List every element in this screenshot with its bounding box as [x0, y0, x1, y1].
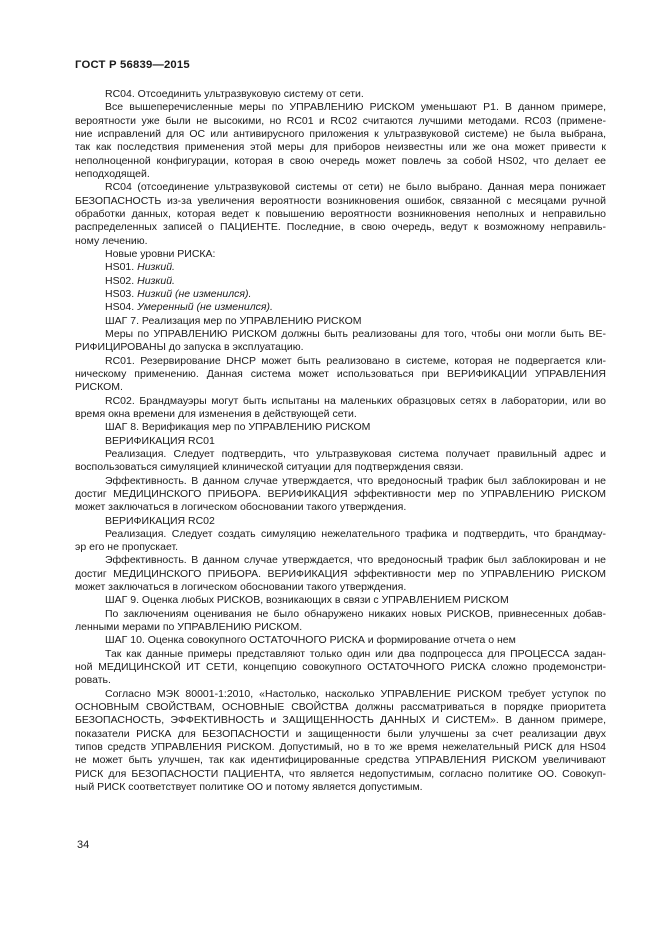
text-segment: распределенных записей о ПАЦИЕНТЕ. Последние, в свою очередь, ведут к возможному неправиль-: [75, 221, 606, 234]
text-line: [75, 461, 606, 474]
text-segment: Реализация. Следует подтвердить, что ультразвуковая система получает правильный адрес и: [105, 447, 606, 460]
text-segment: РИСК для БЕЗОПАСНОСТИ ПАЦИЕНТА, что является недопустимым, согласно политике ОО. Совокуп-: [75, 767, 606, 780]
text-segment: может заключаться в логическом обосновании такого утверждения.: [75, 501, 407, 514]
text-segment: Меры по УПРАВЛЕНИЮ РИСКОМ должны быть реализованы для того, чтобы они могли быть ВЕ-: [105, 327, 606, 340]
text-segment: RC02. Брандмауэры могут быть испытаны на маленьких образцовых сетях в лаборатории, или во: [105, 394, 606, 407]
standard-number-header: ГОСТ Р 56839—2015: [75, 59, 190, 71]
text-segment: неподходящей.: [75, 167, 150, 180]
risk-level-italic-text: Низкий.: [137, 274, 175, 287]
risk-level-italic-text: Низкий.: [137, 261, 175, 274]
text-line: [75, 368, 606, 381]
text-segment: Согласно МЭК 80001-1:2010, «Настолько, насколько УПРАВЛЕНИЕ РИСКОМ требует уступок по: [105, 687, 606, 700]
text-line: [75, 208, 606, 221]
text-line: [75, 421, 606, 434]
text-line: [75, 261, 606, 274]
text-line: [75, 568, 606, 581]
text-line: [75, 754, 606, 767]
text-segment: HS02.: [105, 274, 138, 287]
text-line: [75, 475, 606, 488]
text-line: [75, 288, 606, 301]
text-segment: По заключениям оценивания не было обнаружено никаких новых РИСКОВ, привнесенных добав-: [105, 607, 606, 620]
text-segment: ной МЕДИЦИНСКОЙ ИТ СЕТИ, концепцию совокупного ОСТАТОЧНОГО РИСКА сложно продемонстри-: [75, 661, 606, 674]
text-line: [75, 128, 606, 141]
text-segment: показатели РИСКА для БЕЗОПАСНОСТИ и защищенности были улучшены за счет реализации двух: [75, 727, 606, 740]
text-line: [75, 301, 606, 314]
text-line: [75, 688, 606, 701]
text-line: [75, 395, 606, 408]
text-line: [75, 714, 606, 727]
text-line: [75, 168, 606, 181]
text-line: [75, 781, 606, 794]
text-segment: воспользоваться симуляцией клинической ситуации для подтверждения связи.: [75, 461, 464, 474]
text-segment: не может быть улучшен, так как идентифицированные средства УПРАВЛЕНИЯ РИСКОМ увеличивают: [75, 754, 606, 767]
text-line: [75, 554, 606, 567]
text-segment: ШАГ 10. Оценка совокупного ОСТАТОЧНОГО РИСКА и формирование отчета о нем: [105, 634, 516, 647]
text-line: [75, 501, 606, 514]
text-segment: вероятности уже были не высокими, но RC01 и RC02 считаются лучшими методами. RC03 (примене-: [75, 114, 606, 127]
text-line: [75, 221, 606, 234]
text-line: [75, 115, 606, 128]
text-segment: ВЕРИФИКАЦИЯ RC02: [105, 514, 215, 527]
text-segment: типов средств УПРАВЛЕНИЯ РИСКОМ. Допустимый, но в то же время нежелательный РИСК для HS04: [75, 741, 606, 754]
text-segment: RC04 (отсоединение ультразвуковой системы от сети) не было выбрано. Данная мера понижает: [105, 181, 606, 194]
text-segment: эр его не пропускает.: [75, 541, 179, 554]
text-segment: БЕЗОПАСНОСТЬ, ЭФФЕКТИВНОСТЬ и ЗАЩИЩЕННОСТЬ ДАННЫХ И СИСТЕМ». В данном примере,: [75, 714, 606, 727]
text-line: [75, 195, 606, 208]
text-segment: БЕЗОПАСНОСТЬ из-за увеличения вероятности возникновения ошибок, связанной с месяцами ручной: [75, 194, 606, 207]
text-segment: HS04.: [105, 301, 138, 314]
text-line: [75, 528, 606, 541]
text-segment: Реализация. Следует создать симуляцию нежелательного трафика и подтвердить, что брандмау-: [105, 527, 606, 540]
text-line: [75, 381, 606, 394]
text-segment: ние исправлений для ОС или антивирусного приложения к ультразвуковой системе) не была выбрана,: [75, 127, 606, 140]
text-line: [75, 541, 606, 554]
text-line: [75, 141, 606, 154]
text-line: [75, 448, 606, 461]
text-segment: ный РИСК соответствует политике ОО и потому является допустимым.: [75, 781, 423, 794]
text-line: [75, 275, 606, 288]
text-line: [75, 181, 606, 194]
text-segment: РИФИЦИРОВАНЫ до запуска в эксплуатацию.: [75, 341, 304, 354]
text-line: [75, 634, 606, 647]
page-number: 34: [77, 839, 90, 851]
text-segment: Эффективность. В данном случае утверждается, что вредоносный трафик был заблокирован и не: [105, 474, 606, 487]
text-line: [75, 608, 606, 621]
text-line: [75, 328, 606, 341]
text-segment: ШАГ 8. Верификация мер по УПРАВЛЕНИЮ РИСКОМ: [105, 421, 371, 434]
text-segment: ническому применению. Данная система может использоваться при ВЕРИФИКАЦИИ УПРАВЛЕНИЯ: [75, 367, 606, 380]
text-line: [75, 101, 606, 114]
text-segment: время окна времени для изменения в действующей сети.: [75, 407, 357, 420]
text-segment: достиг МЕДИЦИНСКОГО ПРИБОРА. ВЕРИФИКАЦИЯ эффективности мер по УПРАВЛЕНИЮ РИСКОМ: [75, 487, 606, 500]
text-segment: обработки данных, которая ведет к повышению вероятности возникновения неполных и неправильно: [75, 207, 606, 220]
risk-level-italic-text: Низкий (не изменился).: [137, 287, 252, 300]
text-segment: Так как данные примеры представляют только один или два подпроцесса для ПРОЦЕССА задан-: [105, 647, 606, 660]
text-segment: RC01. Резервирование DHCP может быть реализовано в системе, которая не подвергается кли-: [105, 354, 606, 367]
text-line: [75, 248, 606, 261]
text-segment: Новые уровни РИСКА:: [105, 247, 216, 260]
text-line: [75, 661, 606, 674]
text-line: [75, 621, 606, 634]
text-line: [75, 341, 606, 354]
text-segment: HS03.: [105, 287, 138, 300]
text-segment: ОСНОВНЫМ СВОЙСТВАМ, ОСНОВНЫЕ СВОЙСТВА должны рассматриваться в порядке приоритета: [75, 701, 606, 714]
text-segment: HS01.: [105, 261, 138, 274]
text-segment: ленными мерами по УПРАВЛЕНИЮ РИСКОМ.: [75, 621, 303, 634]
text-segment: ровать.: [75, 674, 111, 687]
text-line: [75, 88, 606, 101]
text-segment: ВЕРИФИКАЦИЯ RC01: [105, 434, 215, 447]
text-line: [75, 648, 606, 661]
text-line: [75, 355, 606, 368]
text-line: [75, 581, 606, 594]
text-segment: Эффективность. В данном случае утверждается, что вредоносный трафик был заблокирован и не: [105, 554, 606, 567]
text-segment: ШАГ 9. Оценка любых РИСКОВ, возникающих в связи с УПРАВЛЕНИЕМ РИСКОМ: [105, 594, 509, 607]
text-line: [75, 408, 606, 421]
text-line: [75, 701, 606, 714]
text-segment: Все вышеперечисленные меры по УПРАВЛЕНИЮ РИСКОМ уменьшают P1. В данном примере,: [105, 101, 606, 114]
text-segment: РИСКОМ.: [75, 381, 123, 394]
text-line: [75, 674, 606, 687]
text-segment: может заключаться в логическом обосновании такого утверждения.: [75, 581, 407, 594]
text-line: [75, 515, 606, 528]
text-segment: ному лечению.: [75, 234, 148, 247]
text-line: [75, 768, 606, 781]
document-body: [75, 88, 606, 794]
text-line: [75, 435, 606, 448]
text-line: [75, 235, 606, 248]
text-line: [75, 741, 606, 754]
text-segment: RC04. Отсоединить ультразвуковую систему от сети.: [105, 88, 364, 100]
text-segment: ШАГ 7. Реализация мер по УПРАВЛЕНИЮ РИСКОМ: [105, 314, 362, 327]
text-line: [75, 728, 606, 741]
text-line: [75, 594, 606, 607]
text-line: [75, 155, 606, 168]
text-segment: достиг МЕДИЦИНСКОГО ПРИБОРА. ВЕРИФИКАЦИЯ эффективности мер по УПРАВЛЕНИЮ РИСКОМ: [75, 567, 606, 580]
text-line: [75, 315, 606, 328]
text-segment: так как последствия применения этой меры для приборов неизвестны или же она может привести к: [75, 141, 606, 154]
risk-level-italic-text: Умеренный (не изменился).: [137, 301, 273, 314]
text-line: [75, 488, 606, 501]
text-segment: неполноценной конфигурации, которая в свою очередь может повлечь за собой HS02, что делает ее: [75, 154, 606, 167]
